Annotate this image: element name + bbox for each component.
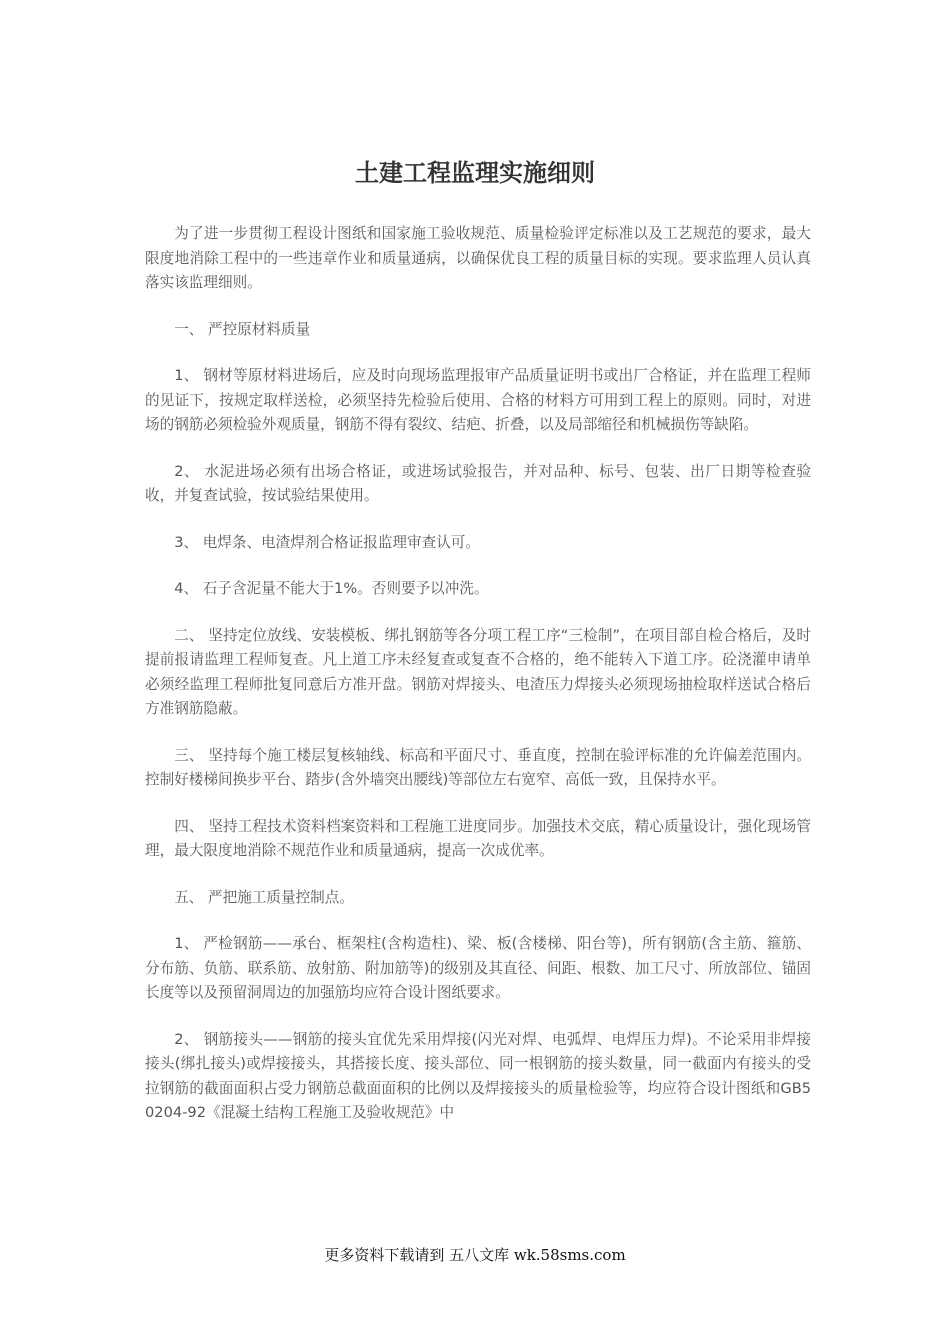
paragraph-1-4: 4、 石子含泥量不能大于1%。否则要予以冲洗。: [174, 580, 489, 597]
paragraph-1-2: 2、 水泥进场必须有出场合格证，或进场试验报告，并对品种、标号、包装、出厂日期等检查验收，并复查试验，按试验结果使用。: [145, 462, 811, 504]
paragraph-5-2: 2、 钢筋接头——钢筋的接头宜优先采用焊接(闪光对焊、电弧焊、电焊压力焊)。不论采用非焊接接头(绑扎接头)或焊接接头，其搭接长度、接头部位、同一根钢筋的接头数量，同一截面内有接头的受拉钢筋的截面面积占受力钢筋总截面面积的比例以及焊接接头的质量检验等，均应符合设计图纸和GB50204-92《混凝土结构工程施工及验收规范》中: [145, 1030, 811, 1121]
document-body: [145, 222, 811, 1148]
section-heading-5: 五、 严把施工质量控制点。: [174, 888, 354, 906]
footer-note: 更多资料下载请到 五八文库 wk.58sms.com: [324, 1246, 626, 1264]
paragraph-1-1: 1、 钢材等原材料进场后，应及时向现场监理报审产品质量证明书或出厂合格证，并在监理工程师的见证下，按规定取样送检，必须坚持先检验后使用、合格的材料方可用到工程上的原则。同时，对进场的钢筋必须检验外观质量，钢筋不得有裂纹、结疤、折叠，以及局部缩径和机械损伤等缺陷。: [145, 367, 811, 433]
paragraph-5-1: 1、 严检钢筋——承台、框架柱(含构造柱)、梁、板(含楼梯、阳台等)，所有钢筋(含主筋、箍筋、分布筋、负筋、联系筋、放射筋、附加筋等)的级别及其直径、间距、根数、加工尺寸、所放部位、锚固长度等以及预留洞周边的加强筋均应符合设计图纸要求。: [145, 935, 811, 1001]
section-3-paragraph: 三、 坚持每个施工楼层复核轴线、标高和平面尺寸、垂直度，控制在验评标准的允许偏差范围内。控制好楼梯间换步平台、踏步(含外墙突出腰线)等部位左右宽窄、高低一致，且保持水平。: [145, 746, 811, 788]
section-heading-1: 一、 严控原材料质量: [174, 320, 311, 338]
section-2-paragraph: 二、 坚持定位放线、安装模板、绑扎钢筋等各分项工程工序“三检制”，在项目部自检合格后，及时提前报请监理工程师复查。凡上道工序未经复查或复查不合格的，绝不能转入下道工序。砼浇灌申请单必须经监理工程师批复同意后方准开盘。钢筋对焊接头、电渣压力焊接头必须现场抽检取样送试合格后方准钢筋隐蔽。: [145, 626, 811, 717]
intro-paragraph: 为了进一步贯彻工程设计图纸和国家施工验收规范、质量检验评定标准以及工艺规范的要求，最大限度地消除工程中的一些违章作业和质量通病，以确保优良工程的质量目标的实现。要求监理人员认真落实该监理细则。: [145, 225, 811, 291]
paragraph-1-3: 3、 电焊条、电渣焊剂合格证报监理审查认可。: [174, 533, 480, 551]
section-4-paragraph: 四、 坚持工程技术资料档案资料和工程施工进度同步。加强技术交底，精心质量设计，强化现场管理，最大限度地消除不规范作业和质量通病，提高一次成优率。: [145, 817, 811, 859]
page-title: 土建工程监理实施细则: [355, 159, 595, 187]
